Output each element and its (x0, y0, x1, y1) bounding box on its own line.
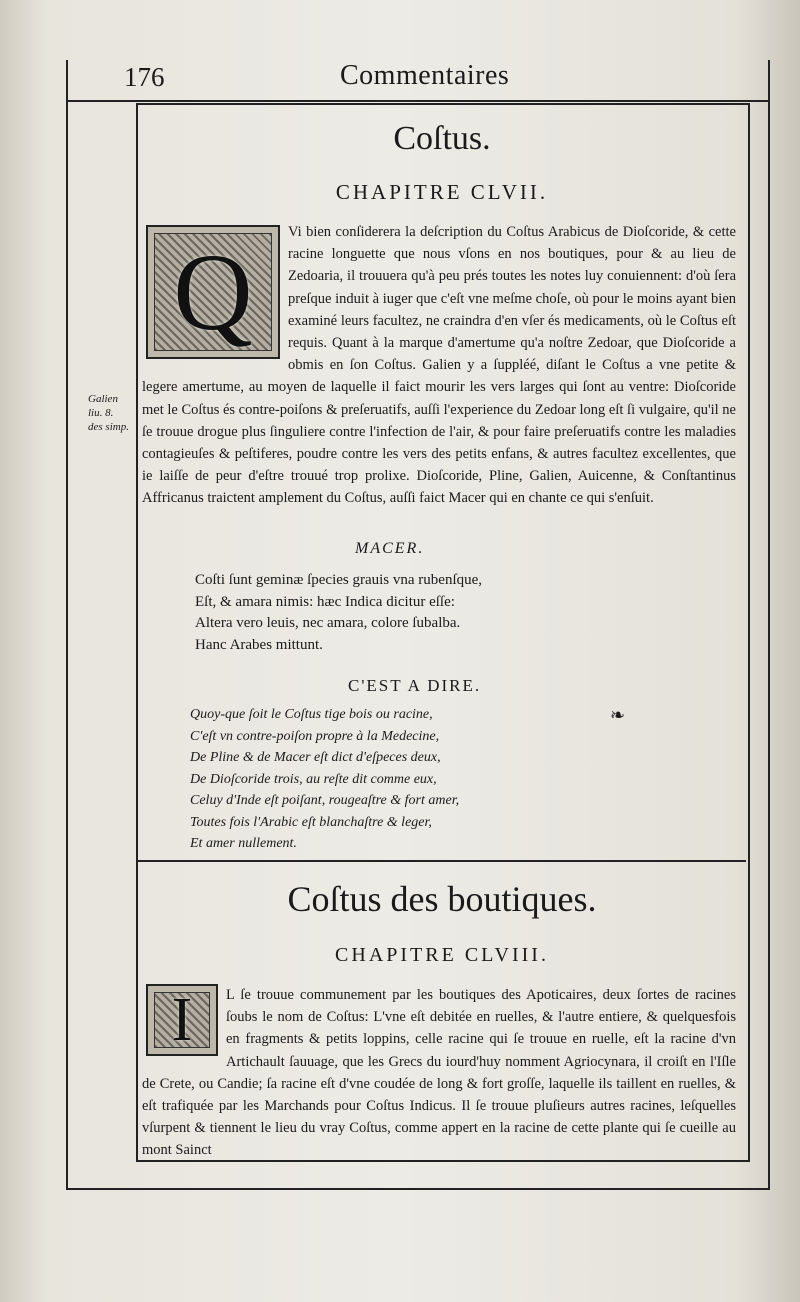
section-title: Coſtus des boutiques. (287, 879, 597, 919)
verse-line: C'eſt vn contre-poiſon propre à la Medecine, (190, 728, 440, 744)
margin-note-line: liu. 8. (88, 407, 114, 419)
decorated-initial (146, 225, 280, 359)
section-divider (138, 860, 746, 862)
header-rule (66, 100, 768, 102)
verse-line: Coſti ſunt geminæ ſpecies grauis vna rubenſque, (195, 572, 483, 588)
margin-note-line: des simp. (88, 421, 129, 433)
margin-note (88, 392, 128, 434)
verse-line: Hanc Arabes mittunt. (195, 636, 323, 653)
initial-letter: I (171, 986, 193, 1054)
verse-line: De Dioſcoride trois, au reſte dit comme eux, (190, 771, 437, 787)
paragraph-text: Vi bien conſiderera la deſcription du Coſtus Arabicus de Dioſcoride, & cette racine longuette que nous vſons en nos boutiques, pour & au lieu de Zedoaria, il trouuera qu'à peu prés toutes les notes luy conuiennent: d'où ſera preſque induit à iuger que c'eſt vne meſme choſe, où pour le moins ayant bien examiné leurs facultez, ne craindra d'en vſer és medicaments, où le Coſtus eſt requis. Quant à la marque d'amertume qu'a noſtre Zedoar, que Dioſcoride a obmis en ſon Coſtus. Galien y a ſuppléé, diſant le Coſtus a vne petite & legere amertume, au moyen de laquelle il faict mourir les vers larges qui ſont au ventre: Dioſcoride met le Coſtus és contre-poiſons & preſeruatifs, auſſi l'experience du Zedoar long eſt ſi vulgaire, qu'il ne ſe trouue drogue plus ſinguliere contre l'infection de l'air, & pour faire preſeruatifs contre les maladies contagieuſes & peſtiferes, poudre contre les vers des petits enfans, & autres facultez excellentes, que ie laiſſe de peur d'eſtre trouué trop prolixe. Dioſcoride, Pline, Galien, Auicenne, & Conſtantinus Affricanus traictent amplement du Coſtus, auſſi faict Macer qui en chante ce qui s'enſuit. (142, 224, 736, 507)
macer-heading: MACER. (355, 540, 425, 557)
chapter-heading: CHAPITRE CLVIII. (335, 944, 549, 966)
margin-note-line: Galien (88, 393, 118, 405)
verse-line: Eſt, & amara nimis: hæc Indica dicitur eſſe: (195, 593, 455, 610)
decorated-initial (146, 984, 218, 1056)
latin-verse (195, 570, 482, 656)
verse-line: De Pline & de Macer eſt dict d'eſpeces deux, (190, 750, 441, 765)
page-number: 176 (124, 62, 165, 92)
cest-a-dire-heading: C'EST A DIRE. (348, 676, 482, 695)
section-title: Coſtus. (393, 120, 491, 157)
body-paragraph (142, 221, 736, 510)
verse-line: Et amer nullement. (190, 836, 297, 851)
chapter-heading: CHAPITRE CLVII. (335, 180, 549, 204)
verse-line: Celuy d'Inde eſt poiſant, rougeaſtre & fort amer, (190, 793, 460, 808)
french-verse (190, 704, 459, 855)
body-paragraph (142, 984, 736, 1162)
initial-letter: Q (173, 231, 253, 353)
paragraph-text: L ſe trouue communement par les boutiques des Apoticaires, deux ſortes de racines ſoubs le nom de Coſtus: L'vne eſt debitée en ruelles, & l'autre entiere, & quelquesfois en fragments & petits loppins, celle racine qui ſe trouue en ruelle, eſt la racine d'vn Artichault ſauuage, que les Grecs du iourd'huy nomment Agriocynara, il croiſt en l'Iſle de Crete, ou Candie; ſa racine eſt d'vne coudée de long & fort groſſe, laquelle ils taillent en ruelles, & eſt trafiquée par les Marchands pour Coſtus Indicus. Il ſe trouue pluſieurs autres racines, leſquelles vſurpent & tiennent le lieu du vray Coſtus, comme appert en la racine de cette plante qui ſe cueille au mont Sainct (142, 987, 736, 1159)
fleuron-icon: ❧ (610, 705, 626, 726)
verse-line: Altera vero leuis, nec amara, colore ſubalba. (195, 615, 461, 631)
running-title: Commentaires (340, 60, 510, 91)
verse-line: Toutes fois l'Arabic eſt blanchaſtre & leger, (190, 814, 432, 830)
verse-line: Quoy-que ſoit le Coſtus tige bois ou racine, (190, 707, 433, 722)
